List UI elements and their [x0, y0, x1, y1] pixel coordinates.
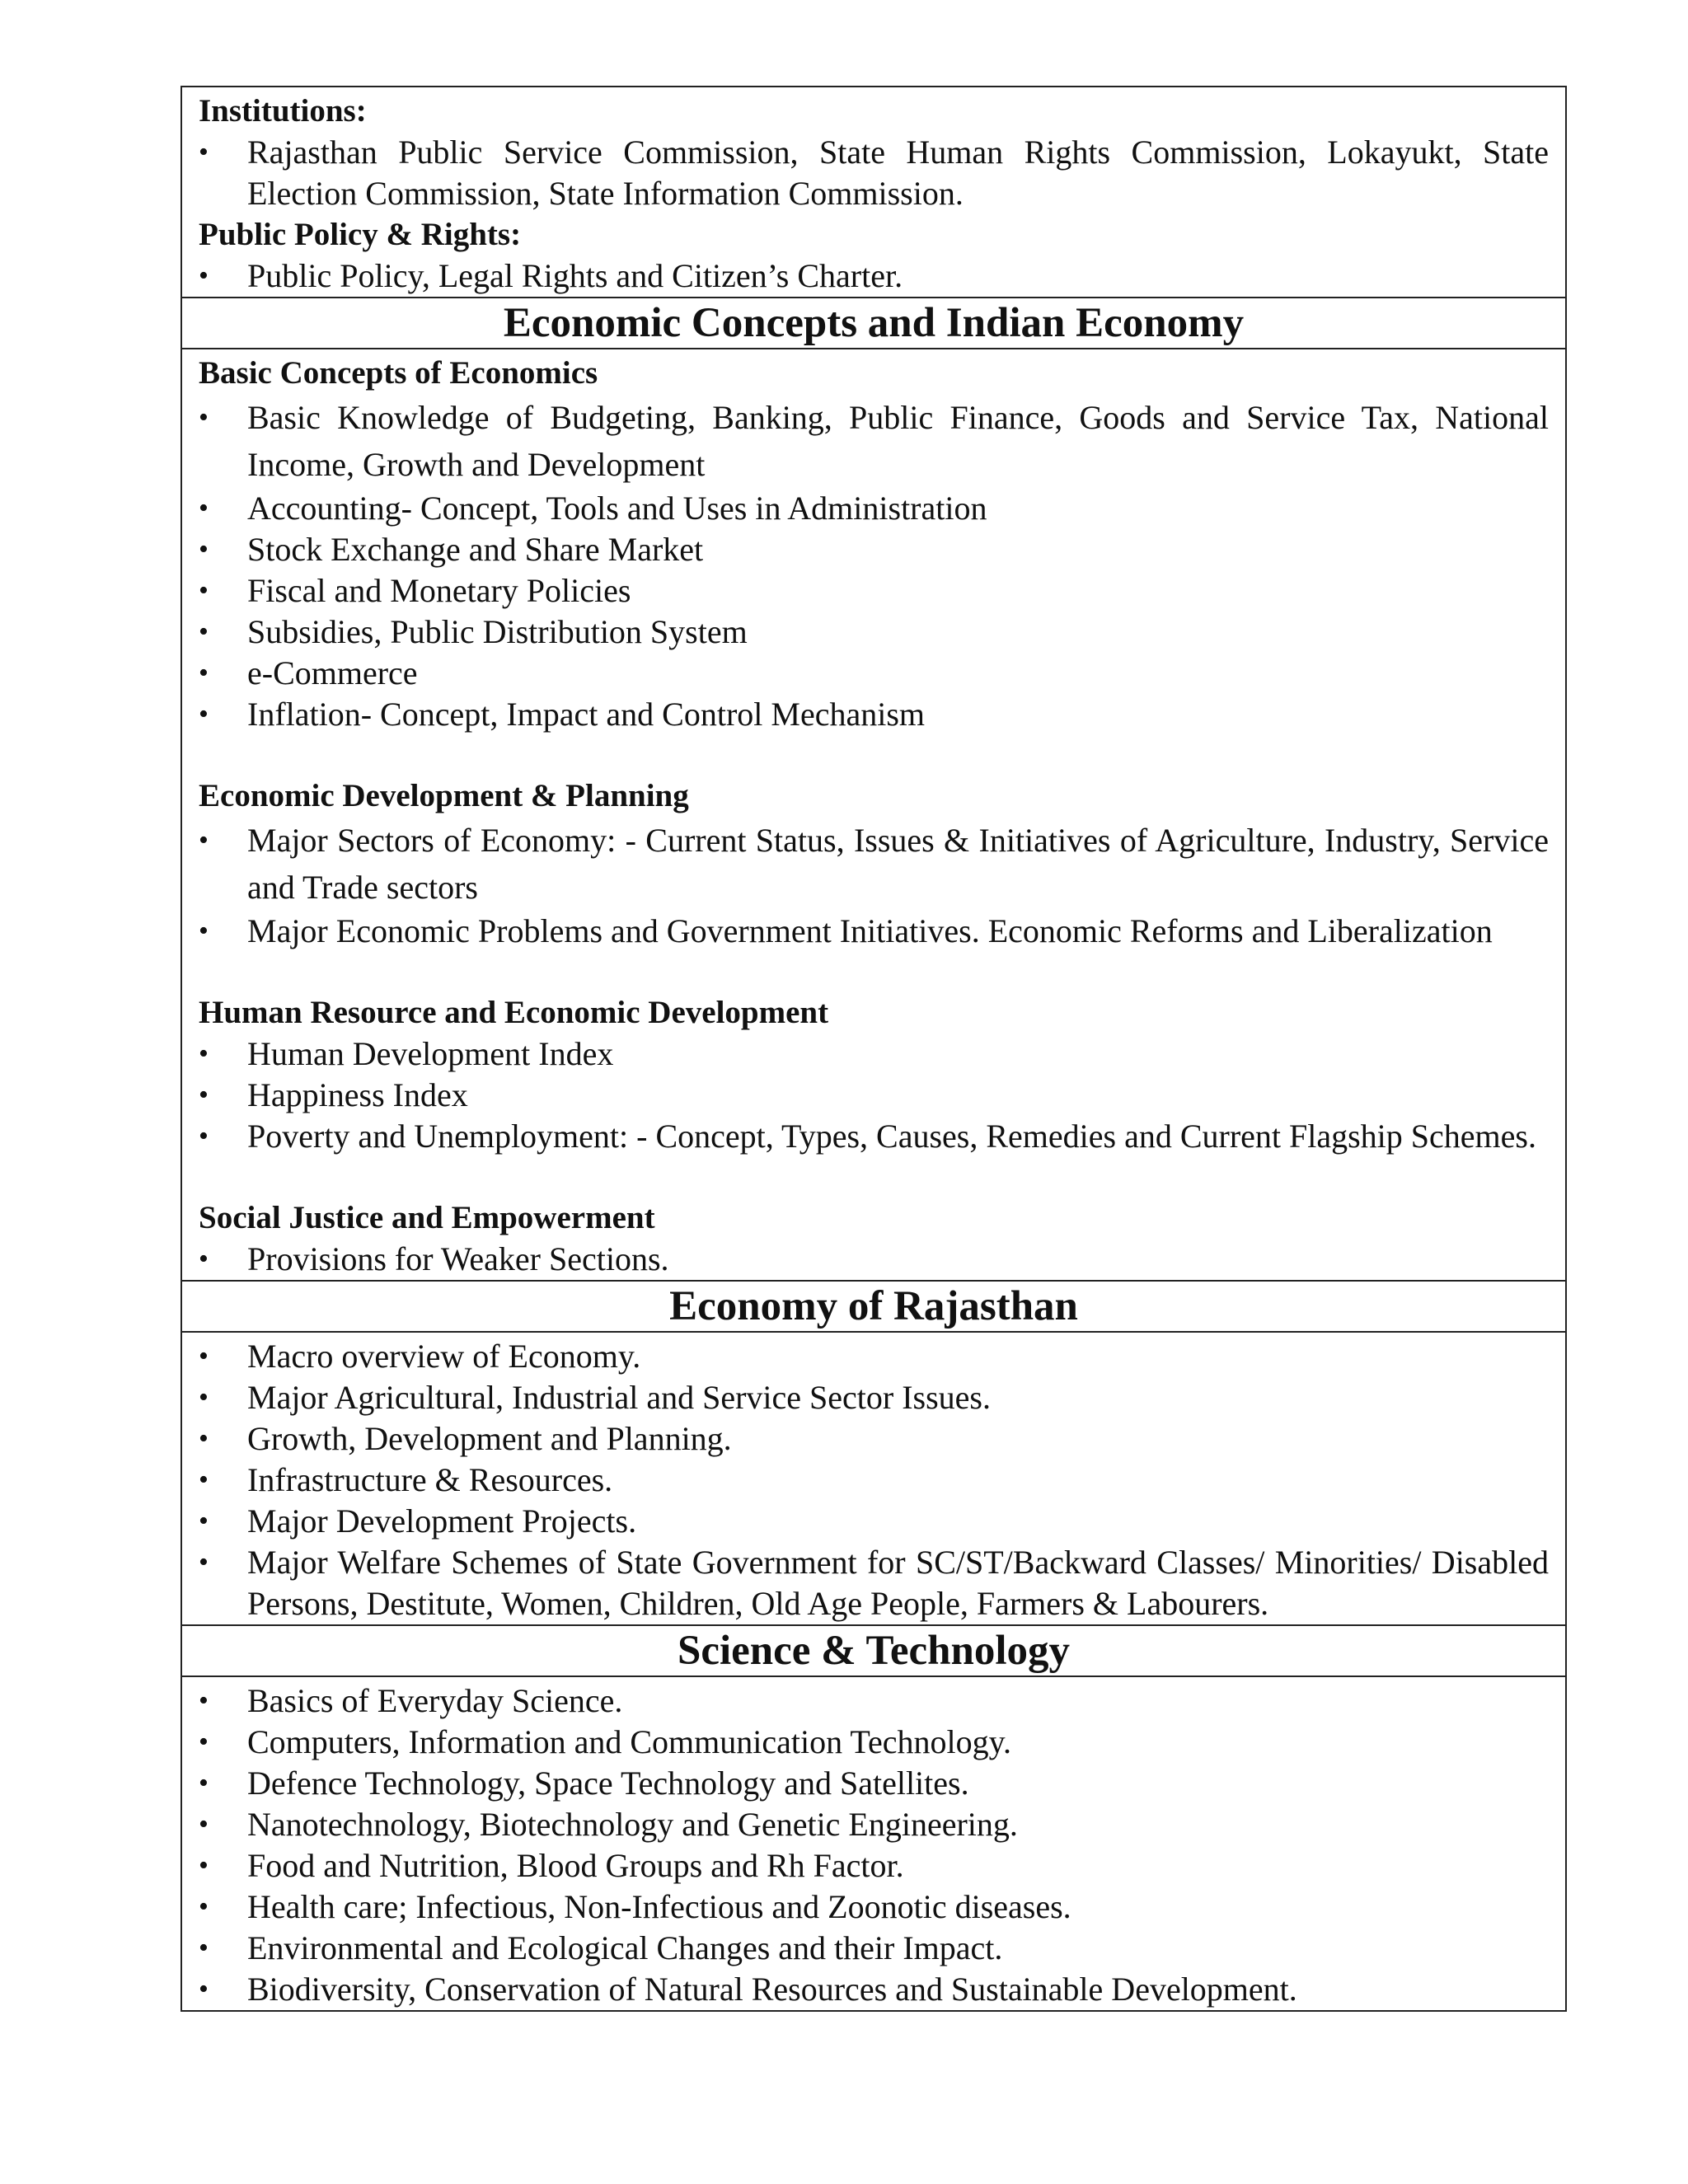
- economy-rajasthan-list: [199, 1336, 1549, 1624]
- list-item: • Rajasthan Public Service Commission, State Human Rights Commission, Lokayukt, State Election Commission, State Information Commission.: [199, 132, 1549, 214]
- basic-concepts-heading: Basic Concepts of Economics: [199, 355, 598, 391]
- list-item: • Provisions for Weaker Sections.: [199, 1239, 1549, 1280]
- social-justice-heading: Social Justice and Empowerment: [199, 1200, 655, 1235]
- list-item: • Public Policy, Legal Rights and Citizen’s Charter.: [199, 255, 1549, 297]
- human-resource-heading: Human Resource and Economic Development: [199, 995, 829, 1030]
- list-item: • Basics of Everyday Science.: [199, 1680, 1549, 1722]
- list-item: • Major Welfare Schemes of State Government for SC/ST/Backward Classes/ Minorities/ Disabled Persons, Destitute, Women, Children, Old Age People, Farmers & Labourers.: [199, 1542, 1549, 1624]
- economic-development-list: [199, 817, 1549, 911]
- public-policy-heading: Public Policy & Rights:: [199, 217, 522, 252]
- institutions-list: [199, 132, 1549, 214]
- list-item: • Macro overview of Economy.: [199, 1336, 1549, 1377]
- syllabus-table: [181, 86, 1567, 2012]
- basic-concepts-list-cont: [199, 488, 1549, 735]
- economic-development-list-cont: [199, 911, 1549, 952]
- section-title-economic-concepts: Economic Concepts and Indian Economy: [182, 297, 1565, 349]
- economic-development-heading: Economic Development & Planning: [199, 778, 689, 813]
- list-item: • Biodiversity, Conservation of Natural Resources and Sustainable Development.: [199, 1969, 1549, 2010]
- list-item: • Major Economic Problems and Government Initiatives. Economic Reforms and Liberalization: [199, 911, 1549, 952]
- polity-cell: [182, 87, 1565, 297]
- list-item: • Computers, Information and Communication Technology.: [199, 1722, 1549, 1763]
- list-item: • Happiness Index: [199, 1075, 1549, 1116]
- list-item: • Poverty and Unemployment: - Concept, Types, Causes, Remedies and Current Flagship Schemes.: [199, 1116, 1549, 1157]
- spacer: [199, 952, 1549, 992]
- list-item: • Nanotechnology, Biotechnology and Genetic Engineering.: [199, 1804, 1549, 1845]
- list-item: • e-Commerce: [199, 653, 1549, 694]
- science-technology-cell: [182, 1677, 1565, 2010]
- list-item: • Growth, Development and Planning.: [199, 1418, 1549, 1460]
- list-item: • Fiscal and Monetary Policies: [199, 570, 1549, 612]
- list-item: • Major Development Projects.: [199, 1501, 1549, 1542]
- list-item: • Defence Technology, Space Technology and Satellites.: [199, 1763, 1549, 1804]
- section-title-economy-rajasthan: Economy of Rajasthan: [182, 1280, 1565, 1333]
- list-item: • Basic Knowledge of Budgeting, Banking, Public Finance, Goods and Service Tax, National Income, Growth and Development: [199, 394, 1549, 488]
- list-item: • Major Sectors of Economy: - Current Status, Issues & Initiatives of Agriculture, Industry, Service and Trade sectors: [199, 817, 1549, 911]
- list-item: • Human Development Index: [199, 1033, 1549, 1075]
- science-technology-list: [199, 1680, 1549, 2010]
- spacer: [199, 1157, 1549, 1197]
- list-item: • Food and Nutrition, Blood Groups and Rh Factor.: [199, 1845, 1549, 1886]
- human-resource-list: [199, 1033, 1549, 1157]
- spacer: [199, 735, 1549, 776]
- list-item: • Infrastructure & Resources.: [199, 1460, 1549, 1501]
- social-justice-list: [199, 1239, 1549, 1280]
- basic-concepts-list: [199, 394, 1549, 488]
- list-item: • Inflation- Concept, Impact and Control Mechanism: [199, 694, 1549, 735]
- section-title-science-technology: Science & Technology: [182, 1624, 1565, 1677]
- list-item: • Health care; Infectious, Non-Infectious and Zoonotic diseases.: [199, 1886, 1549, 1928]
- list-item: • Accounting- Concept, Tools and Uses in Administration: [199, 488, 1549, 529]
- list-item: • Major Agricultural, Industrial and Service Sector Issues.: [199, 1377, 1549, 1418]
- public-policy-list: [199, 255, 1549, 297]
- economic-concepts-cell: [182, 349, 1565, 1280]
- list-item: • Subsidies, Public Distribution System: [199, 612, 1549, 653]
- economy-rajasthan-cell: [182, 1333, 1565, 1624]
- institutions-heading: Institutions:: [199, 93, 367, 129]
- list-item: • Stock Exchange and Share Market: [199, 529, 1549, 570]
- list-item: • Environmental and Ecological Changes and their Impact.: [199, 1928, 1549, 1969]
